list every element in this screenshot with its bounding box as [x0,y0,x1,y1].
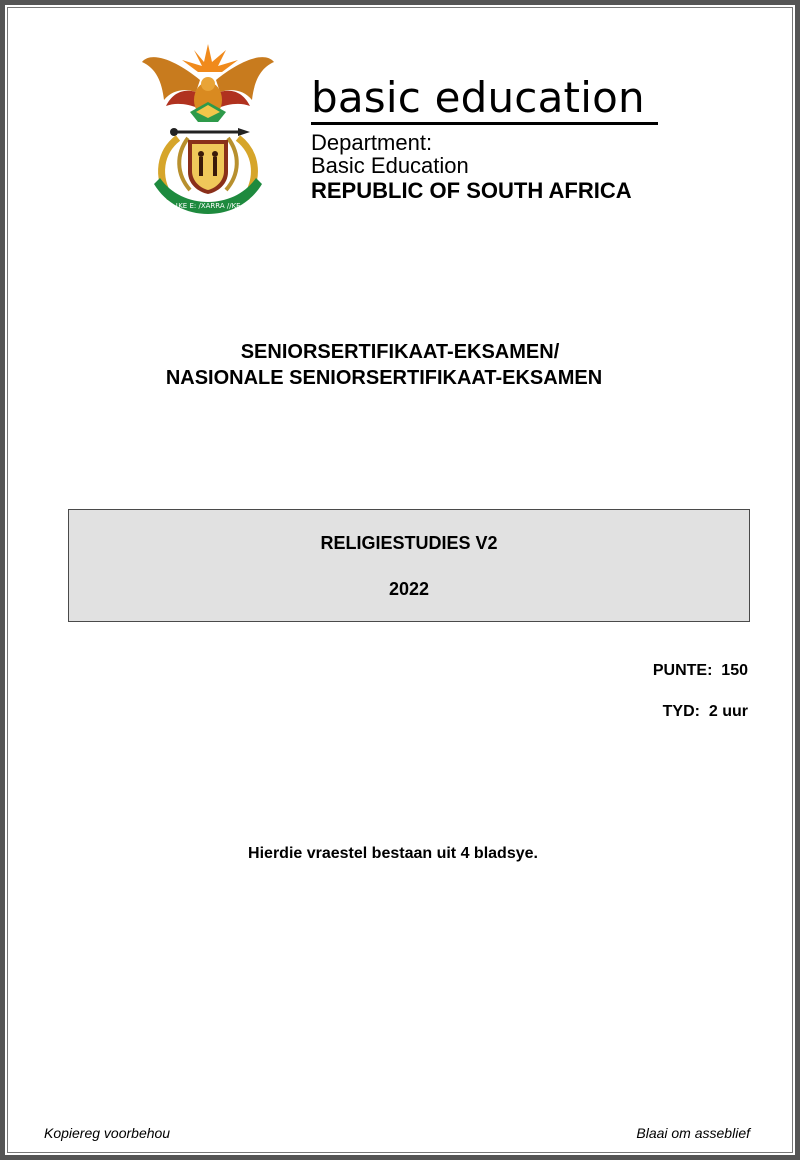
exam-year: 2022 [388,579,430,599]
coat-of-arms-logo [138,42,278,217]
exam-duration: TYD: 2 uur [662,703,748,720]
exam-title-line2: NASIONALE SENIORSERTIFIKAAT-EKSAMEN [165,367,603,389]
page-count-note: Hierdie vraestel bestaan uit 4 bladsye. [248,845,538,862]
subject-box [68,509,750,622]
brand-title: basic education [311,73,645,122]
department-name: Basic Education [311,153,469,178]
copyright-footer: Kopiereg voorbehou [44,1125,171,1141]
department-label: Department: [311,130,433,155]
country-name: REPUBLIC OF SOUTH AFRICA [311,178,632,203]
subject-name: RELIGIESTUDIES V2 [320,533,498,553]
turn-over-footer: Blaai om asseblief [636,1125,750,1141]
svg-text:!KE E: /XARRA //KE [175,202,240,210]
total-marks: PUNTE: 150 [652,662,748,679]
exam-title-line1: SENIORSERTIFIKAAT-EKSAMEN/ [240,341,560,363]
brand-underline [311,122,658,125]
crest-motto: !KE E: /XARRA //KE [175,202,241,210]
